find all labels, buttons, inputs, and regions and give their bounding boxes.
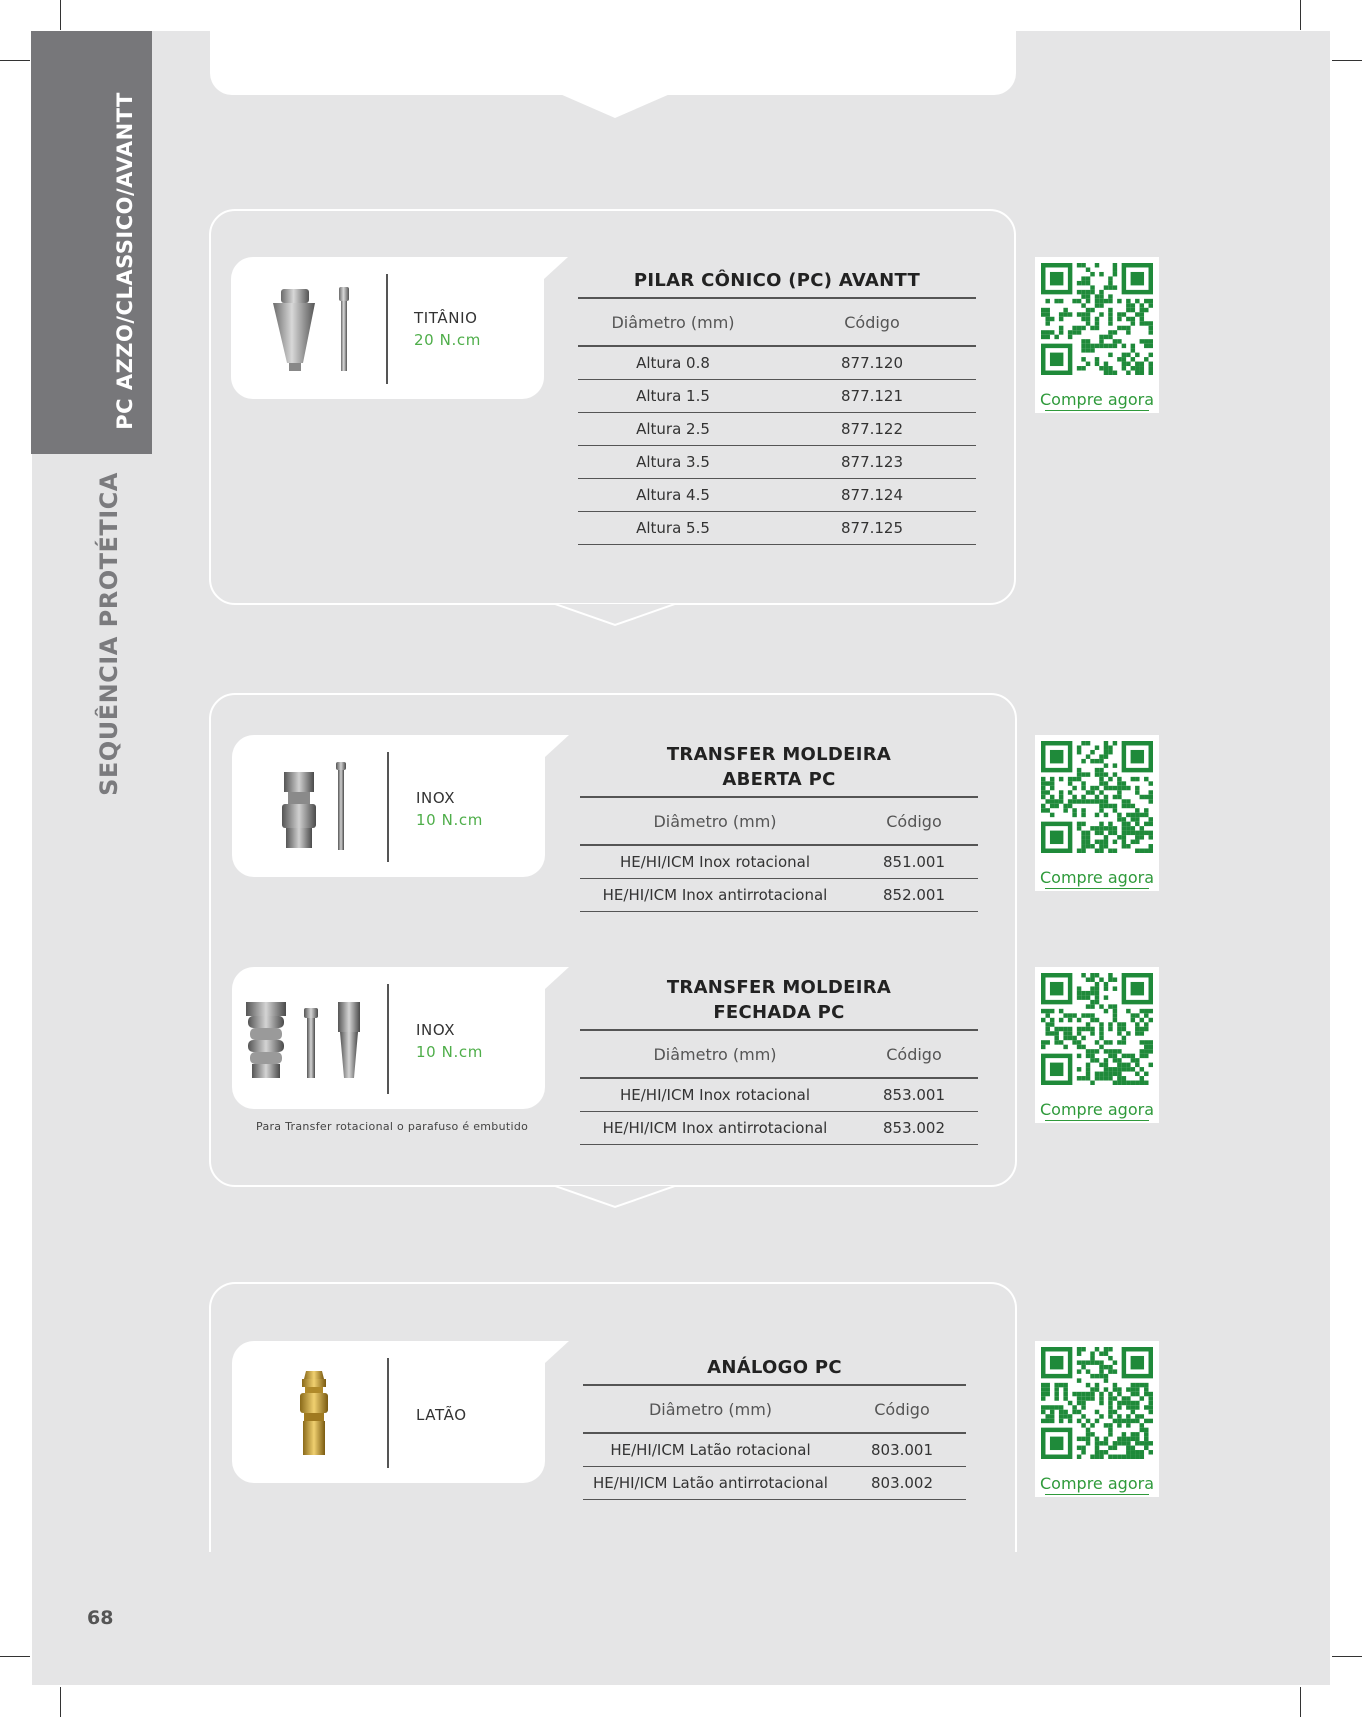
qr-code-icon xyxy=(1041,1347,1153,1459)
product-card xyxy=(231,257,544,399)
qr-code-card[interactable] xyxy=(1035,1341,1159,1497)
crop-mark xyxy=(0,1656,30,1657)
arrow-down-icon xyxy=(560,94,670,118)
table-row: HE/HI/ICM Inox antirrotacional 852.001 xyxy=(580,879,978,912)
material-label: INOX 10 N.cm xyxy=(416,1021,483,1061)
card-divider xyxy=(387,1358,389,1468)
sidebar-category-label: SEQUÊNCIA PROTÉTICA xyxy=(95,472,123,796)
material-label: TITÂNIO 20 N.cm xyxy=(414,309,481,349)
crop-mark xyxy=(1332,1656,1362,1657)
crop-mark xyxy=(0,60,30,61)
material-label: LATÃO xyxy=(416,1406,467,1424)
qr-code-icon xyxy=(1041,973,1153,1085)
crop-mark xyxy=(1332,60,1362,61)
top-panel xyxy=(210,31,1016,95)
product-card xyxy=(232,1341,545,1483)
table-row: Altura 5.5 877.125 xyxy=(578,512,976,545)
table-row: Altura 2.5 877.122 xyxy=(578,413,976,446)
card-divider xyxy=(386,274,388,384)
product-title: TRANSFER MOLDEIRA ABERTA PC xyxy=(580,742,978,798)
product-table xyxy=(580,742,978,912)
product-card xyxy=(232,967,545,1109)
torque-value: 10 N.cm xyxy=(416,811,483,829)
table-row: Altura 1.5 877.121 xyxy=(578,380,976,413)
arrow-down-icon xyxy=(555,1185,675,1209)
buy-now-link[interactable]: Compre agora xyxy=(1035,868,1159,887)
qr-code-icon xyxy=(1041,741,1153,853)
product-table xyxy=(578,268,976,545)
table-header: Diâmetro (mm) Código xyxy=(578,299,976,347)
table-row: HE/HI/ICM Inox antirrotacional 853.002 xyxy=(580,1112,978,1145)
table-row: Altura 4.5 877.124 xyxy=(578,479,976,512)
qr-code-card[interactable] xyxy=(1035,967,1159,1123)
product-title: ANÁLOGO PC xyxy=(583,1355,966,1386)
transfer-open-image xyxy=(278,760,358,855)
analog-image xyxy=(294,1369,334,1459)
table-row: HE/HI/ICM Inox rotacional 851.001 xyxy=(580,846,978,879)
table-row: HE/HI/ICM Latão rotacional 803.001 xyxy=(583,1434,966,1467)
qr-code-card[interactable] xyxy=(1035,735,1159,891)
table-row: Altura 3.5 877.123 xyxy=(578,446,976,479)
crop-mark xyxy=(60,1687,61,1717)
table-row: Altura 0.8 877.120 xyxy=(578,347,976,380)
material-label: INOX 10 N.cm xyxy=(416,789,483,829)
crop-mark xyxy=(60,0,61,30)
product-table xyxy=(580,975,978,1145)
table-header: Diâmetro (mm) Código xyxy=(583,1386,966,1434)
product-title: TRANSFER MOLDEIRA FECHADA PC xyxy=(580,975,978,1031)
table-header: Diâmetro (mm) Código xyxy=(580,798,978,846)
arrow-down-icon xyxy=(555,603,675,627)
buy-now-link[interactable]: Compre agora xyxy=(1035,1474,1159,1493)
table-row: HE/HI/ICM Latão antirrotacional 803.002 xyxy=(583,1467,966,1500)
table-header: Diâmetro (mm) Código xyxy=(580,1031,978,1079)
page-number: 68 xyxy=(87,1607,114,1629)
torque-value: 20 N.cm xyxy=(414,331,481,349)
qr-code-card[interactable] xyxy=(1035,257,1159,413)
card-divider xyxy=(387,984,389,1094)
crop-mark xyxy=(1300,1687,1301,1717)
card-divider xyxy=(387,752,389,862)
product-note: Para Transfer rotacional o parafuso é embutido xyxy=(256,1120,529,1133)
product-title: PILAR CÔNICO (PC) AVANTT xyxy=(578,268,976,299)
transfer-closed-image xyxy=(244,1000,372,1082)
qr-code-icon xyxy=(1041,263,1153,375)
table-row: HE/HI/ICM Inox rotacional 853.001 xyxy=(580,1079,978,1112)
abutment-image xyxy=(269,285,359,375)
sidebar-section-label: PC AZZO/CLASSICO/AVANTT xyxy=(113,92,137,430)
product-table xyxy=(583,1355,966,1500)
product-card xyxy=(232,735,545,877)
crop-mark xyxy=(1300,0,1301,30)
buy-now-link[interactable]: Compre agora xyxy=(1035,390,1159,409)
torque-value: 10 N.cm xyxy=(416,1043,483,1061)
buy-now-link[interactable]: Compre agora xyxy=(1035,1100,1159,1119)
